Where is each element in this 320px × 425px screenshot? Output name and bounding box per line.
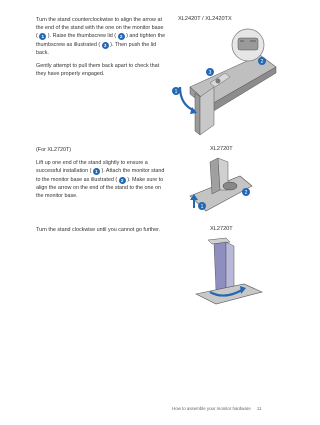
section1-paragraph1 (36, 16, 166, 57)
stand-attach-illustration (180, 156, 270, 216)
text-fragment: ). Attach the monitor stand to the monitor base as illustrated ( (36, 168, 165, 183)
model-label-xl2420t: XL2420T / XL2420TX (178, 16, 232, 22)
footer-text: How to assemble your monitor hardware (172, 406, 251, 411)
step-badge-3: 3 (102, 42, 109, 49)
svg-text:1: 1 (174, 89, 178, 95)
svg-text:3: 3 (208, 70, 212, 76)
figure-badge-2 (258, 57, 266, 65)
text-fragment: ) and tighten the thumbscrew as illustrated ( (36, 33, 166, 48)
svg-text:2: 2 (260, 59, 264, 65)
section3-paragraph: Turn the stand clockwise until you cannot go further. (36, 227, 161, 233)
section2-paragraph (36, 159, 166, 200)
stand-rotate-illustration (190, 236, 270, 308)
text-fragment: Lift up one end of the stand slightly to ensure a successful installation ( (36, 160, 148, 175)
text-fragment: ). Raise the thumbscrew lid ( (47, 33, 117, 40)
svg-text:2: 2 (244, 190, 248, 196)
figure-badge-2 (242, 188, 250, 196)
text-fragment: Turn the stand counterclockwise to align the arrow at the end of the stand with the one on the monitor base ( (36, 17, 164, 40)
step-badge-2: 2 (119, 177, 126, 184)
step-badge-2: 2 (118, 33, 125, 40)
page-number: 11 (256, 406, 262, 411)
section1-paragraph2: Gently attempt to pull them back apart to check that they have properly engaged. (36, 63, 160, 78)
section3-instructions (36, 226, 166, 239)
section1-instructions (36, 16, 166, 83)
text-fragment: ). Make sure to align the arrow on the end of the stand to the one on the monitor base. (36, 176, 164, 200)
section2-heading: (For XL2720T) (36, 147, 72, 153)
figure-badge-1 (198, 202, 206, 210)
model-label-xl2720t-2: XL2720T (210, 226, 233, 232)
monitor-base-drawing (190, 55, 276, 135)
stand-base-illustration (170, 27, 280, 137)
step-badge-1: 1 (39, 33, 46, 40)
text-fragment: ). Then push the lid back. (36, 41, 157, 56)
section2-instructions (36, 146, 166, 205)
figure-badge-1 (172, 87, 180, 95)
svg-text:1: 1 (200, 204, 204, 210)
model-label-xl2720t: XL2720T (210, 146, 233, 152)
step-badge-1: 1 (93, 168, 100, 175)
page-footer (172, 406, 261, 411)
figure-badge-3 (206, 68, 214, 76)
zoom-detail-circle (232, 29, 264, 61)
